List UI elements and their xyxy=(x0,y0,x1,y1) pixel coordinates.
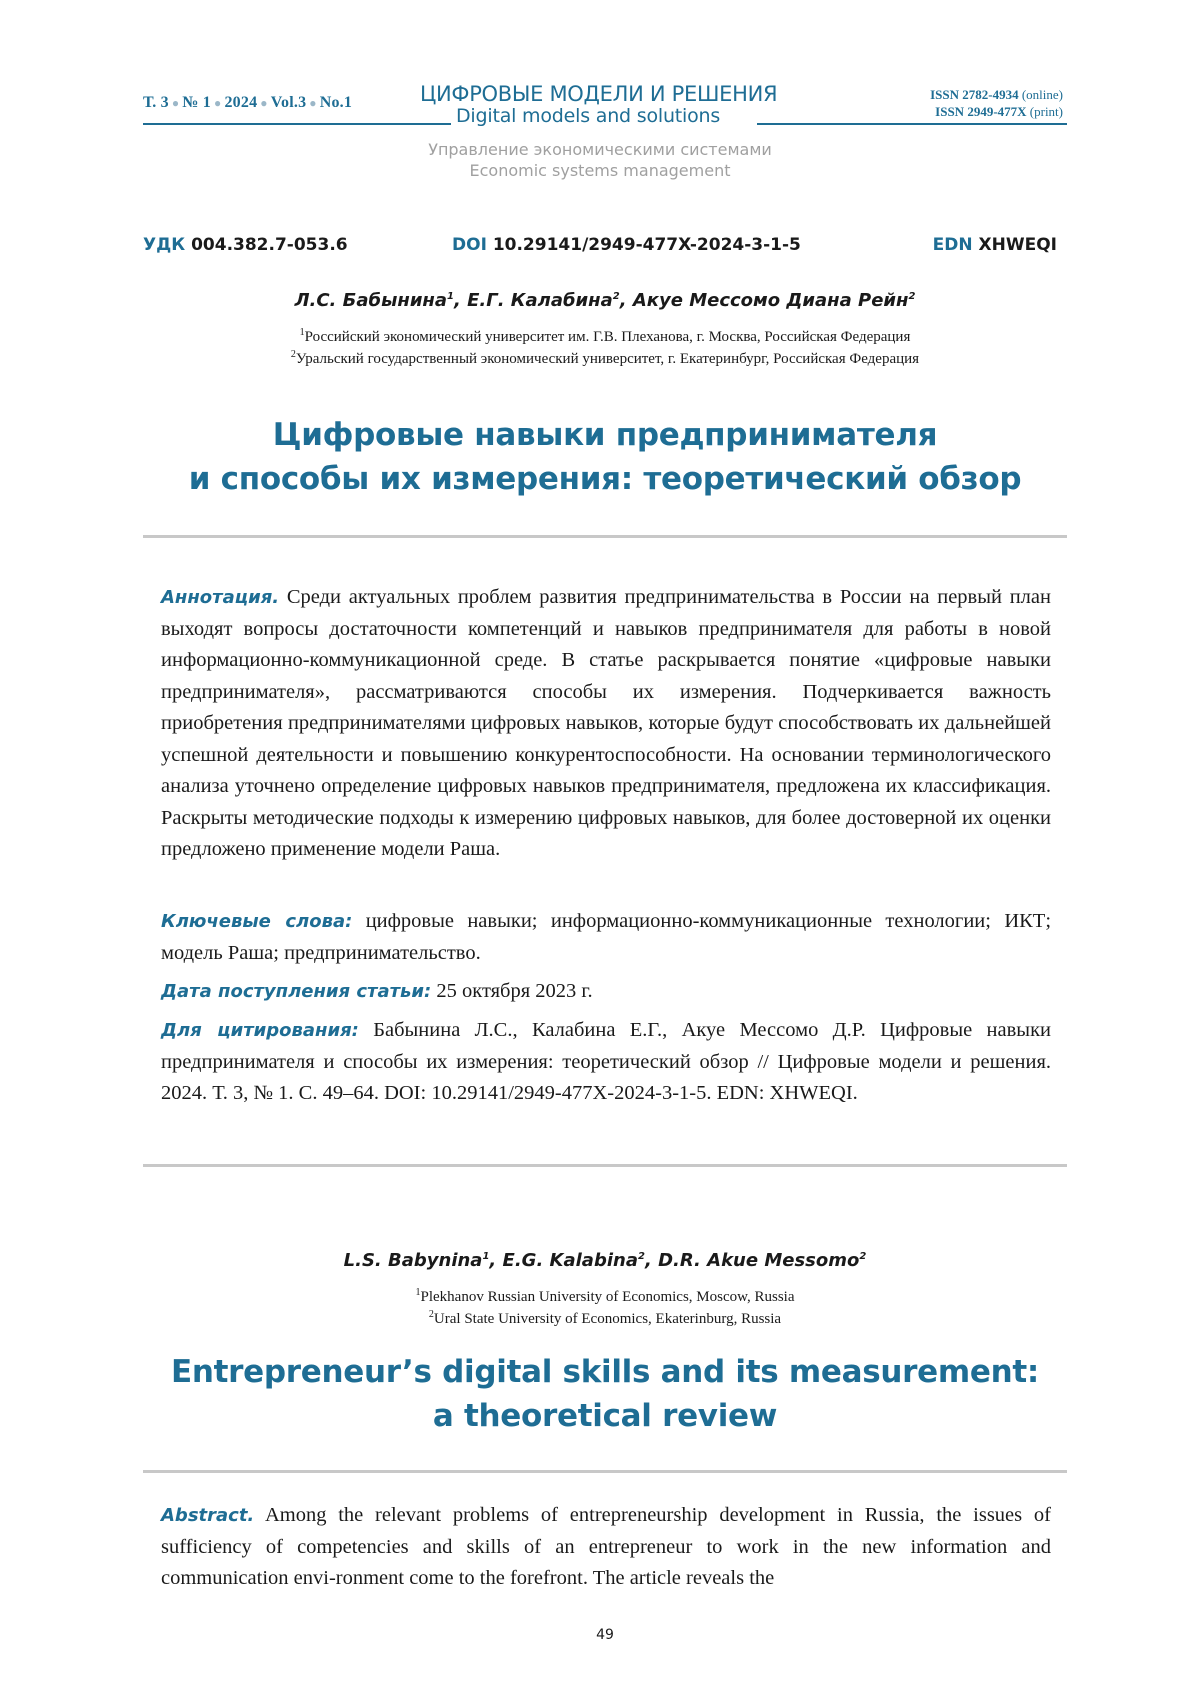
affiliation-1-ru xyxy=(0,327,1200,346)
header-rule-left xyxy=(143,123,451,125)
divider xyxy=(143,1470,1067,1473)
title-ru-line-2: и способы их измерения: теоретический обзор xyxy=(188,461,1022,497)
citation-label: Для цитирования: xyxy=(161,1020,359,1041)
article-title-en xyxy=(0,1350,1200,1438)
author-3: Акуе Мессомо Диана Рейн xyxy=(632,290,909,311)
journal-title-en: Digital models and solutions xyxy=(456,105,721,127)
author-3-en-affil-ref: 2 xyxy=(859,1251,867,1262)
keywords-label: Ключевые слова: xyxy=(161,911,353,932)
article-title-ru xyxy=(0,413,1200,501)
udk-value: 004.382.7-053.6 xyxy=(191,235,348,255)
author-1: Л.С. Бабынина xyxy=(294,290,448,311)
keywords-ru xyxy=(161,906,1051,969)
affiliation-1-en-text: Plekhanov Russian University of Economics, Moscow, Russia xyxy=(420,1289,795,1305)
title-en-line-1: Entrepreneur’s digital skills and its measurement: xyxy=(171,1354,1039,1390)
divider xyxy=(143,1164,1067,1167)
author-1-en: L.S. Babynina xyxy=(343,1250,483,1271)
number-ru: № 1 xyxy=(182,94,212,111)
citation-text: Бабынина Л.С., Калабина Е.Г., Акуе Мессомо Д.Р. Цифровые навыки предпринимателя и способы их измерения: теоретический обзор // Цифровые модели и решения. 2024. Т. 3, № 1. С. 49–64. DOI: 10.29141/2949-477X-2024-3-1-5. EDN: XHWEQI. xyxy=(161,1019,1051,1104)
affiliation-2-en xyxy=(0,1309,1200,1328)
abstract-ru-label: Аннотация. xyxy=(161,587,280,608)
authors-en: L.S. Babynina$^1$, E.G. Kalabina$^2$, D.R. Akue Messomo$^2$ xyxy=(343,1250,867,1271)
edn-value: XHWEQI xyxy=(978,235,1057,255)
page-number: 49 xyxy=(596,1627,614,1643)
udk-label: УДК xyxy=(143,235,186,255)
journal-title-ru: ЦИФРОВЫЕ МОДЕЛИ И РЕШЕНИЯ xyxy=(420,82,778,106)
udk xyxy=(143,235,348,255)
author-2-en-affil-ref: 2 xyxy=(637,1251,645,1262)
issn-print-number: ISSN 2949-477X xyxy=(935,104,1027,119)
edn xyxy=(933,235,1057,255)
section-name-en: Economic systems management xyxy=(469,161,731,180)
abstract-en-label: Abstract. xyxy=(161,1505,255,1526)
author-2-en: E.G. Kalabina xyxy=(502,1250,638,1271)
abstract-ru xyxy=(161,582,1051,866)
section-name-ru: Управление экономическими системами xyxy=(428,140,772,159)
citation xyxy=(161,1015,1051,1110)
abstract-ru-text: Среди актуальных проблем развития предпринимательства в России на первый план выходят вопросы достаточности компетенций и навыков предпринимателя для работы в новой информационно-коммуникационной среде. В статье раскрывается понятие «цифровые навыки предпринимателя», рассматриваются способы их измерения. Подчеркивается важность приобретения предпринимателями цифровых навыков, которые будут способствовать их дальнейшей успешной деятельности и повышению конкурентоспособности. На основании терминологического анализа уточнено определение цифровых навыков предпринимателя, предложена их классификация. Раскрыты методические подходы к измерению цифровых навыков, для более достоверной их оценки предложено применение модели Раша. xyxy=(161,586,1051,860)
volume-ru: Т. 3 xyxy=(143,94,169,111)
author-2-affil-ref: 2 xyxy=(612,291,620,302)
affiliation-2-text: Уральский государственный экономический университет, г. Екатеринбург, Российская Федерация xyxy=(295,351,920,367)
issue-info: Т. 3 ● № 1 ● 2024 ● Vol.3 ● No.1 xyxy=(143,94,353,111)
authors-ru: Л.С. Бабынина$^1$, Е.Г. Калабина$^2$, Акуе Мессомо Диана Рейн$^2$ xyxy=(294,290,916,311)
received-text: 25 октября 2023 г. xyxy=(436,980,593,1002)
author-2: Е.Г. Калабина xyxy=(467,290,613,311)
issn-print-type: (print) xyxy=(1029,104,1063,119)
affil-2-en-mark: 2 xyxy=(428,1309,434,1320)
header-rule-right xyxy=(757,123,1067,125)
abstract-en xyxy=(161,1500,1051,1595)
doi-value: 10.29141/2949-477X-2024-3-1-5 xyxy=(492,235,801,255)
volume-en: Vol.3 xyxy=(270,94,307,111)
keywords-text: цифровые навыки; информационно-коммуникационные технологии; ИКТ; модель Раша; предпринимательство. xyxy=(161,910,1052,964)
author-1-en-affil-ref: 1 xyxy=(482,1251,490,1262)
author-1-affil-ref: 1 xyxy=(447,291,454,302)
issn-online-type: (online) xyxy=(1021,87,1063,102)
affiliation-1-en xyxy=(0,1287,1200,1306)
issn-block xyxy=(930,86,1063,120)
affil-2-mark: 2 xyxy=(290,349,296,360)
affiliation-2-ru xyxy=(0,349,1200,368)
doi xyxy=(452,235,801,255)
year: 2024 xyxy=(224,94,258,111)
author-3-en: D.R. Akue Messomo xyxy=(658,1250,860,1271)
affil-1-mark: 1 xyxy=(299,327,305,338)
issn-online-number: ISSN 2782-4934 xyxy=(930,87,1019,102)
received-date xyxy=(161,976,1051,1008)
title-en-line-2: a theoretical review xyxy=(432,1398,778,1434)
affil-1-en-mark: 1 xyxy=(415,1287,421,1298)
abstract-en-text: Among the relevant problems of entrepreneurship development in Russia, the issues of sufficiency of competencies and skills of an entrepreneur to work in the new information and communication envi-ronment come to the forefront. The article reveals the xyxy=(161,1504,1051,1589)
edn-label: EDN xyxy=(932,235,973,255)
received-label: Дата поступления статьи: xyxy=(161,981,432,1002)
title-ru-line-1: Цифровые навыки предпринимателя xyxy=(272,417,938,453)
affiliation-1-text: Российский экономический университет им. Г.В. Плеханова, г. Москва, Российская Федерация xyxy=(304,329,911,345)
number-en: No.1 xyxy=(319,94,353,111)
doi-label: DOI xyxy=(452,235,487,255)
author-3-affil-ref: 2 xyxy=(908,291,916,302)
affiliation-2-en-text: Ural State University of Economics, Ekaterinburg, Russia xyxy=(433,1311,782,1327)
divider xyxy=(143,535,1067,538)
